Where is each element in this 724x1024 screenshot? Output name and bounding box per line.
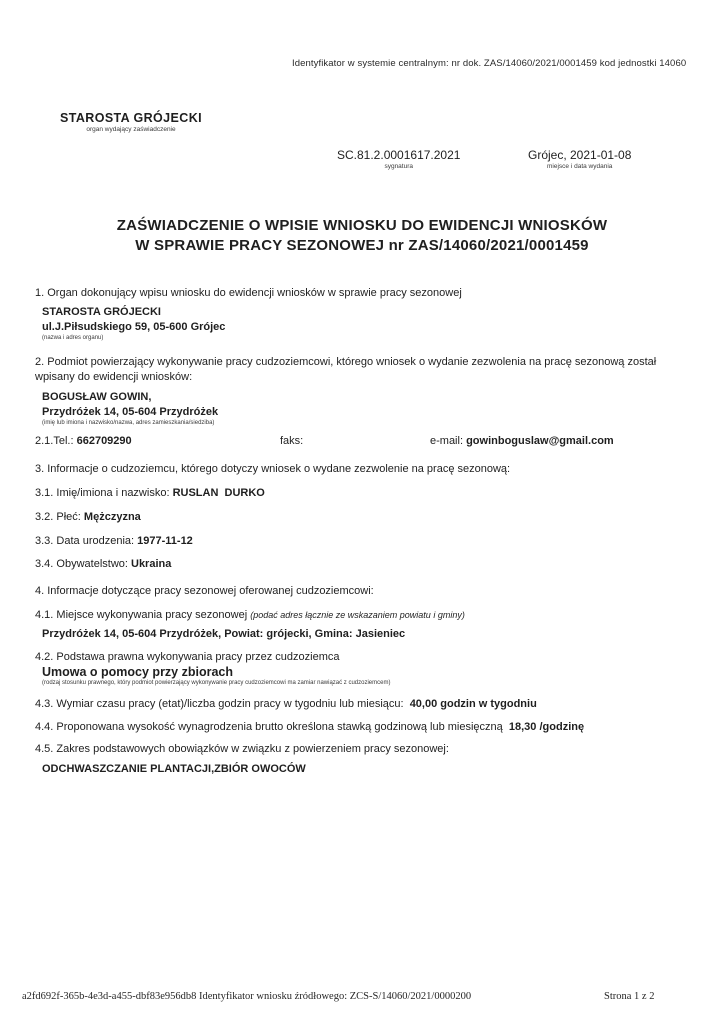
section2-entity-address: Przydróżek 14, 05-604 Przydróżek	[42, 406, 219, 418]
citizenship-label: 3.4. Obywatelstwo:	[35, 558, 128, 570]
issue-date-caption: miejsce i data wydania	[547, 163, 613, 170]
tel-value: 662709290	[76, 435, 132, 447]
wage-label: 4.4. Proponowana wysokość wynagrodzenia brutto określona stawką godzinową lub miesięczną	[35, 721, 503, 733]
sex-label: 3.2. Płeć:	[35, 511, 81, 523]
section1-label: 1. Organ dokonujący wpisu wniosku do ewidencji wniosków w sprawie pracy sezonowej	[35, 287, 462, 299]
section1-org-address: ul.J.Piłsudskiego 59, 05-600 Grójec	[42, 321, 226, 333]
issue-date-block	[528, 148, 631, 170]
tel-field	[35, 434, 132, 449]
section4-5-label: 4.5. Zakres podstawowych obowiązków w związku z powierzeniem pracy sezonowej:	[35, 743, 449, 755]
email-label: e-mail:	[430, 435, 464, 447]
document-title-line1: ZAŚWIADCZENIE O WPISIE WNIOSKU DO EWIDENCJI WNIOSKÓW	[116, 217, 608, 234]
birthdate-label: 3.3. Data urodzenia:	[35, 535, 135, 547]
worktime-value: 40,00 godzin w tygodniu	[409, 698, 537, 710]
workplace-hint: (podać adres łącznie ze wskazaniem powiatu i gminy)	[250, 610, 465, 620]
section1-org-name: STAROSTA GRÓJECKI	[42, 306, 161, 318]
section1-caption: (nazwa i adres organu)	[42, 335, 104, 341]
name-label: 3.1. Imię/imiona i nazwisko:	[35, 487, 170, 499]
signature-block	[337, 148, 460, 170]
section2-entity-name: BOGUSŁAW GOWIN,	[42, 391, 152, 403]
section4-2-label: 4.2. Podstawa prawna wykonywania pracy przez cudzoziemca	[35, 651, 340, 663]
signature-number: SC.81.2.0001617.2021	[337, 148, 461, 162]
tel-label: 2.1.Tel.:	[35, 435, 74, 447]
section4-4-row	[35, 720, 724, 735]
document-title	[30, 216, 694, 256]
issue-place-date: Grójec, 2021-01-08	[528, 148, 632, 162]
section2-label: 2. Podmiot powierzający wykonywanie pracy cudzoziemcowi, którego wniosek o wydanie zezwolenia na pracę sezonową został wpisany do ewidencji wniosków:	[35, 356, 657, 383]
document-title-line2: W SPRAWIE PRACY SEZONOWEJ nr ZAS/14060/2021/0001459	[135, 237, 589, 254]
issuing-authority-caption: organ wydający zaświadczenie	[86, 126, 176, 133]
birthdate-value: 1977-11-12	[137, 535, 193, 547]
legal-basis-caption: (rodzaj stosunku prawnego, który podmiot powierzający wykonywanie pracy cudzoziemcowi ma zamiar nawiązać z cudzoziemcem)	[42, 680, 391, 686]
email-value: gowinboguslaw@gmail.com	[466, 435, 614, 447]
section4-1-row	[35, 608, 695, 623]
page-number: Strona 1 z 2	[604, 991, 655, 1002]
legal-basis-value: Umowa o pomocy przy zbiorach	[42, 665, 234, 679]
name-value: RUSLAN DURKO	[172, 487, 265, 499]
duties-value: ODCHWASZCZANIE PLANTACJI,ZBIÓR OWOCÓW	[42, 763, 306, 775]
issuing-authority-name: STAROSTA GRÓJECKI	[60, 111, 202, 125]
issuing-authority-block	[60, 111, 202, 133]
worktime-label: 4.3. Wymiar czasu pracy (etat)/liczba godzin pracy w tygodniu lub miesiącu:	[35, 698, 404, 710]
section4-3-row	[35, 697, 715, 712]
section2-caption: (imię lub imiona i nazwisko/nazwa, adres zamieszkania/siedziba)	[42, 420, 215, 426]
email-field	[430, 434, 614, 449]
section3-item-citizenship	[35, 557, 171, 572]
central-system-identifier: Identyfikator w systemie centralnym: nr dok. ZAS/14060/2021/0001459 kod jednostki 14060	[292, 58, 687, 69]
signature-caption: sygnatura	[384, 163, 413, 170]
sex-value: Mężczyzna	[83, 511, 141, 523]
section3-item-name	[35, 486, 265, 501]
contact-row	[0, 434, 724, 450]
wage-value: 18,30 /godzinę	[508, 721, 585, 733]
workplace-value: Przydróżek 14, 05-604 Przydróżek, Powiat: grójecki, Gmina: Jasieniec	[42, 628, 406, 640]
source-application-identifier: a2fd692f-365b-4e3d-a455-dbf83e956db8 Identyfikator wniosku źródłowego: ZCS-S/14060/2021/0000200	[22, 991, 472, 1002]
section3-label: 3. Informacje o cudzoziemcu, którego dotyczy wniosek o wydane zezwolenie na pracę sezonową:	[35, 463, 511, 475]
section4-label: 4. Informacje dotyczące pracy sezonowej oferowanej cudzoziemcowi:	[35, 585, 374, 597]
faks-label: faks:	[280, 435, 304, 447]
section3-item-birthdate	[35, 534, 193, 549]
workplace-label: 4.1. Miejsce wykonywania pracy sezonowej	[35, 609, 248, 621]
section3-item-sex	[35, 510, 141, 525]
citizenship-value: Ukraina	[131, 558, 172, 570]
